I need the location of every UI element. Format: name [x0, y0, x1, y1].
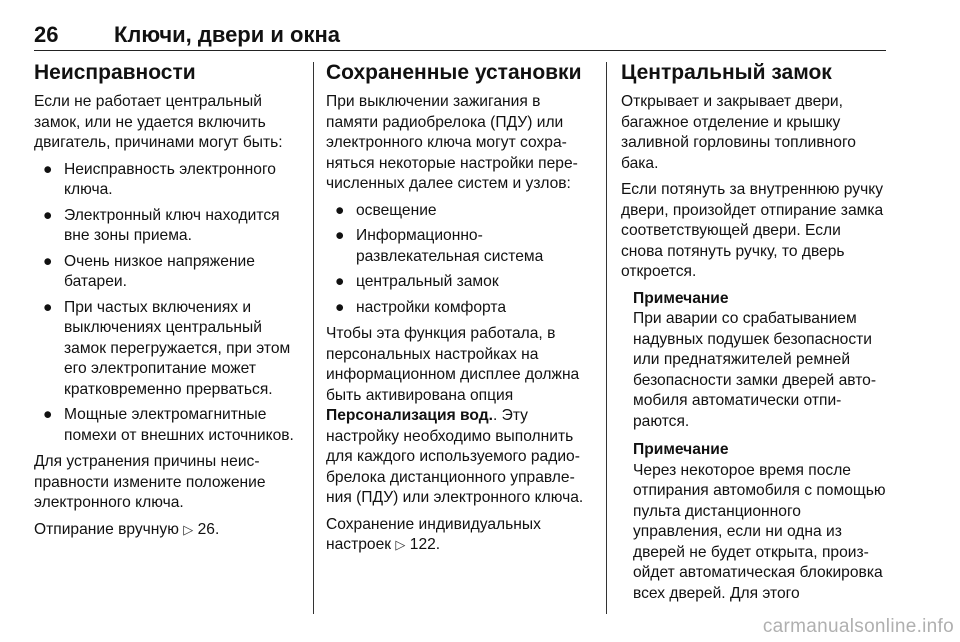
running-title: Ключи, двери и окна [114, 22, 340, 47]
bullet-icon: ● [335, 298, 345, 316]
bullet-icon: ● [43, 298, 53, 316]
save-settings-reference: Сохранение индивидуальных настроек ▷ 122. [326, 515, 594, 556]
watermark: carmanualsonline.info [762, 616, 954, 637]
section-title: Сохраненные установки [326, 61, 582, 84]
bullet-icon: ● [43, 206, 53, 224]
bullet-icon: ● [43, 406, 53, 423]
personalization-paragraph: Чтобы эта функция работала, в персональных настройках на информационном дисплее должна быть активирована опция Персонализация вод.. Эту настройку необходимо выполнить для каждого используемого радиобрелока дистанционного управления (ПДУ) или электронного ключа. [326, 325, 584, 506]
note-block [633, 440, 887, 604]
header-rule [34, 50, 886, 51]
handle-paragraph: Если потянуть за внутреннюю ручку двери, произойдет отпирание замка соответствующей двери. Если снова потянуть ручку, то дверь откроется. [621, 181, 884, 280]
section-title: Центральный замок [621, 61, 832, 84]
bullet-icon: ● [43, 160, 53, 178]
intro-paragraph: Если не работает центральный замок, или не удается включить двигатель, причинами могут быть: [34, 93, 283, 151]
bullet-icon: ● [43, 252, 53, 270]
page-reference-link[interactable]: 122. [409, 536, 441, 553]
fix-paragraph: Для устранения причины неисправности измените положение электронного ключа. [34, 453, 266, 511]
column-saved-settings [326, 60, 594, 562]
triangle-arrow-icon: ▷ [395, 537, 406, 552]
section-title: Неисправности [34, 61, 196, 84]
column-malfunctions [34, 60, 304, 546]
option-name: Персонализация вод. [326, 407, 493, 424]
system-list [326, 201, 594, 319]
list-item: ● освещение [326, 201, 594, 222]
page-number: 26 [34, 22, 59, 47]
bullet-icon: ● [335, 273, 345, 290]
list-item: ● Мощные электромагнитные помехи от внешних источников. [43, 406, 294, 444]
description-paragraph: Открывает и закрывает двери, багажное отделение и крышку заливной горловины топливного бака. [621, 93, 856, 172]
list-item: ● При частых включениях и выключениях центральный замок перегружается, при этом его электропитание может кратковременно прерваться. [43, 298, 291, 398]
cause-list [34, 160, 304, 447]
note-label: Примечание [633, 441, 729, 458]
column-central-lock [621, 60, 887, 612]
column-divider [606, 62, 607, 614]
bullet-icon: ● [335, 227, 345, 244]
page-reference-link[interactable]: 26. [197, 520, 220, 538]
note-block [633, 289, 887, 433]
list-item: ● Очень низкое напряжение батареи. [43, 252, 255, 290]
bullet-icon: ● [335, 201, 345, 219]
manual-unlock-reference: Отпирание вручную ▷ 26. [34, 520, 304, 541]
triangle-arrow-icon: ▷ [183, 521, 194, 537]
list-item: ● Неисправность электронного ключа. [43, 160, 276, 198]
list-item: ● Информационно-развлекательная система [335, 227, 544, 265]
note-label: Примечание [633, 289, 729, 307]
intro-paragraph: При выключении зажигания в памяти радиобрелока (ПДУ) или электронного ключа могут сохраняться некоторые настройки перечисленных далее систем и узлов: [326, 93, 578, 192]
list-item: ● Электронный ключ находится вне зоны приема. [43, 206, 280, 244]
column-divider [313, 62, 314, 614]
note-text: Через некоторое время после отпирания автомобиля с помощью пульта дистанционного управления, если ни одна из дверей не будет открыта, произойдет автоматическая блокировка всех дверей. Для этого [633, 461, 886, 602]
list-item: ● центральный замок [326, 272, 594, 293]
list-item: ● настройки комфорта [326, 298, 594, 319]
note-text: При аварии со срабатыванием надувных подушек безопасности или преднатяжителей ремней безопасности замки дверей автомобиля автоматически отпираются. [633, 310, 877, 430]
